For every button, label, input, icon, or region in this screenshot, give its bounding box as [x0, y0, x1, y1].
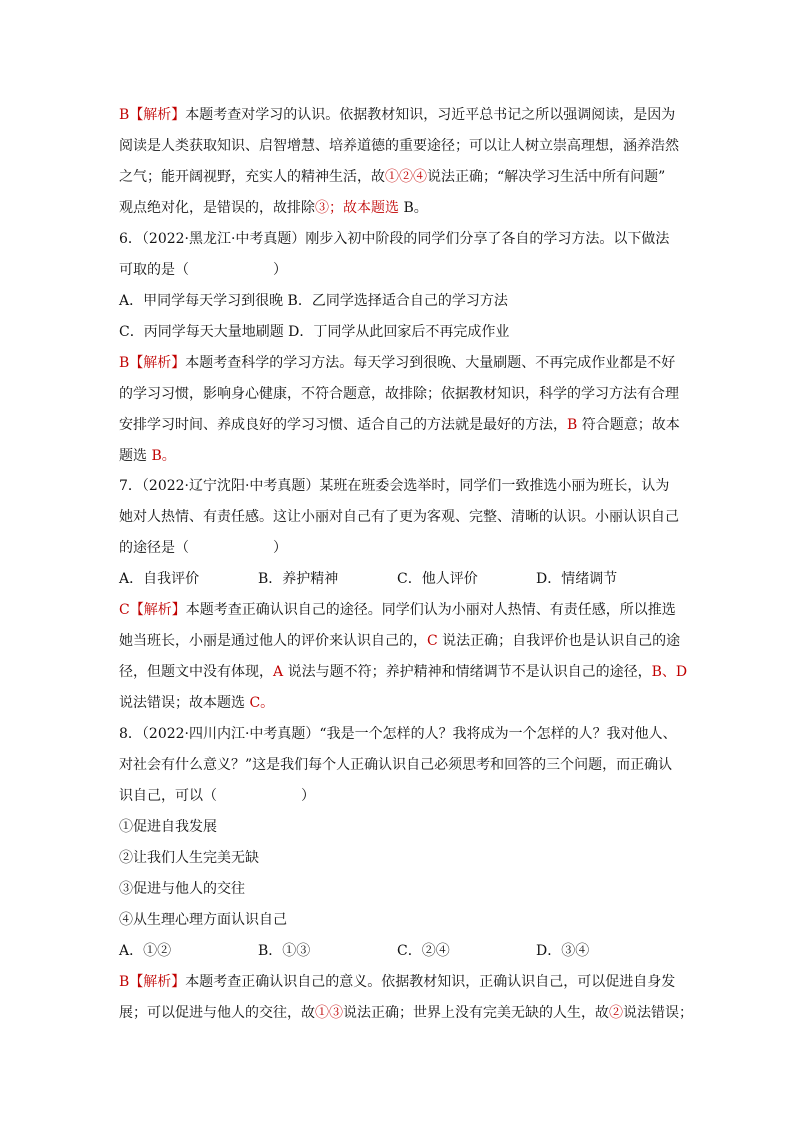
highlight-text: C	[427, 633, 438, 649]
explanation-text: 观点绝对化，是错误的，故排除	[119, 200, 315, 216]
explanation-text: 符合题意；故本	[577, 417, 680, 433]
option-c: C．②④	[397, 943, 450, 959]
explanation-text: 径，但题文中没有体现，	[119, 664, 273, 680]
explanation-text: 的学习习惯，影响身心健康，不符合题意，故排除；依据教材知识，科学的学习方法有合理	[119, 386, 679, 402]
answer-label: B【解析】	[119, 355, 186, 371]
answer-label: B【解析】	[119, 107, 186, 123]
q5-explanation	[119, 100, 679, 224]
explanation-text: 本题考查科学的学习方法。每天学习到很晚、大量刷题、不再完成作业都是不好	[185, 355, 676, 371]
question-stem: 对社会有什么意义？”这是我们每个人正确认识自己必须思考和回答的三个问题，而正确认	[119, 757, 673, 773]
explanation-text: 说法正确；“解决学习生活中所有问题”	[427, 169, 666, 185]
explanation-text: 安排学习时间、养成良好的学习习惯、适合自己的方法就是最好的方法，	[119, 417, 567, 433]
options-row	[119, 936, 679, 967]
question-stem: 7．（2022·辽宁沈阳·中考真题）某班在班委会选举时，同学们一致推选小丽为班长，认为	[119, 478, 670, 494]
explanation-text: 本题考查对学习的认识。依据教材知识，习近平总书记之所以强调阅读，是因为	[185, 107, 676, 123]
highlight-text: ③；故本题选	[315, 200, 399, 216]
question-stem: 可取的是（ ）	[119, 262, 287, 278]
highlight-text: C。	[249, 695, 275, 711]
explanation-text: B。	[399, 200, 428, 216]
explanation-text: 本题考查正确认识自己的途径。同学们认为小丽对人热情、有责任感，所以推选	[185, 602, 676, 618]
highlight-text: B。	[151, 448, 176, 464]
highlight-text: ①②④	[385, 169, 427, 185]
option-a: A．自我评价	[119, 571, 200, 587]
highlight-text: ①③	[315, 1005, 343, 1021]
q6-explanation	[119, 348, 679, 472]
explanation-text: 题选	[119, 448, 152, 464]
explanation-text: 说法正确；自我评价也是认识自己的途	[437, 633, 681, 649]
options-row	[119, 564, 679, 595]
explanation-text: 说法正确；世界上没有完美无缺的人生，故	[343, 1005, 609, 1021]
option-b: B．养护精神	[258, 571, 339, 587]
question-stem: 的途径是（ ）	[119, 540, 287, 556]
highlight-text: B、D	[651, 664, 688, 680]
option-line: C．丙同学每天大量地刷题 D．丁同学从此回家后不再完成作业	[119, 324, 510, 340]
option-line: A．甲同学每天学习到很晚 B．乙同学选择适合自己的学习方法	[119, 293, 508, 309]
q8-explanation	[119, 967, 693, 1029]
statement-item: ②让我们人生完美无缺	[119, 850, 259, 866]
question-6	[119, 224, 679, 348]
answer-label: B【解析】	[119, 974, 186, 990]
statement-item: ④从生理心理方面认识自己	[119, 912, 287, 928]
option-c: C．他人评价	[397, 571, 478, 587]
question-stem: 6．（2022·黑龙江·中考真题）刚步入初中阶段的同学们分享了各自的学习方法。以下做法	[119, 231, 670, 247]
explanation-text: 说法错误；故本题选	[119, 695, 250, 711]
option-a: A．①②	[119, 943, 172, 959]
question-stem: 识自己，可以（ ）	[119, 788, 315, 804]
explanation-text: 之气；能开阔视野，充实人的精神生活，故	[119, 169, 385, 185]
explanation-text: 说法与题不符；养护精神和情绪调节不是认识自己的途径，	[283, 664, 652, 680]
question-stem: 她对人热情、有责任感。这让小丽对自己有了更为客观、完整、清晰的认识。小丽认识自己	[119, 509, 679, 525]
statement-item: ①促进自我发展	[119, 819, 217, 835]
highlight-text: ②	[609, 1005, 623, 1021]
highlight-text: B	[567, 417, 578, 433]
question-8	[119, 719, 679, 967]
explanation-text: 展；可以促进与他人的交往，故	[119, 1005, 315, 1021]
question-7	[119, 471, 679, 595]
explanation-text: 阅读是人类获取知识、启智增慧、培养道德的重要途径；可以让人树立崇高理想，涵养浩然	[119, 138, 679, 154]
answer-label: C【解析】	[119, 602, 186, 618]
option-d: D．情绪调节	[536, 571, 618, 587]
option-b: B．①③	[258, 943, 311, 959]
explanation-text: 她当班长，小丽是通过他人的评价来认识自己的，	[119, 633, 427, 649]
option-d: D．③④	[536, 943, 590, 959]
statement-item: ③促进与他人的交往	[119, 881, 245, 897]
explanation-text: 本题考查正确认识自己的意义。依据教材知识，正确认识自己，可以促进自身发	[185, 974, 676, 990]
q7-explanation	[119, 595, 688, 719]
highlight-text: A	[273, 664, 284, 680]
question-stem: 8．（2022·四川内江·中考真题）“我是一个怎样的人？我将成为一个怎样的人？我对他人、	[119, 726, 677, 742]
explanation-text: 说法错误；	[623, 1005, 693, 1021]
